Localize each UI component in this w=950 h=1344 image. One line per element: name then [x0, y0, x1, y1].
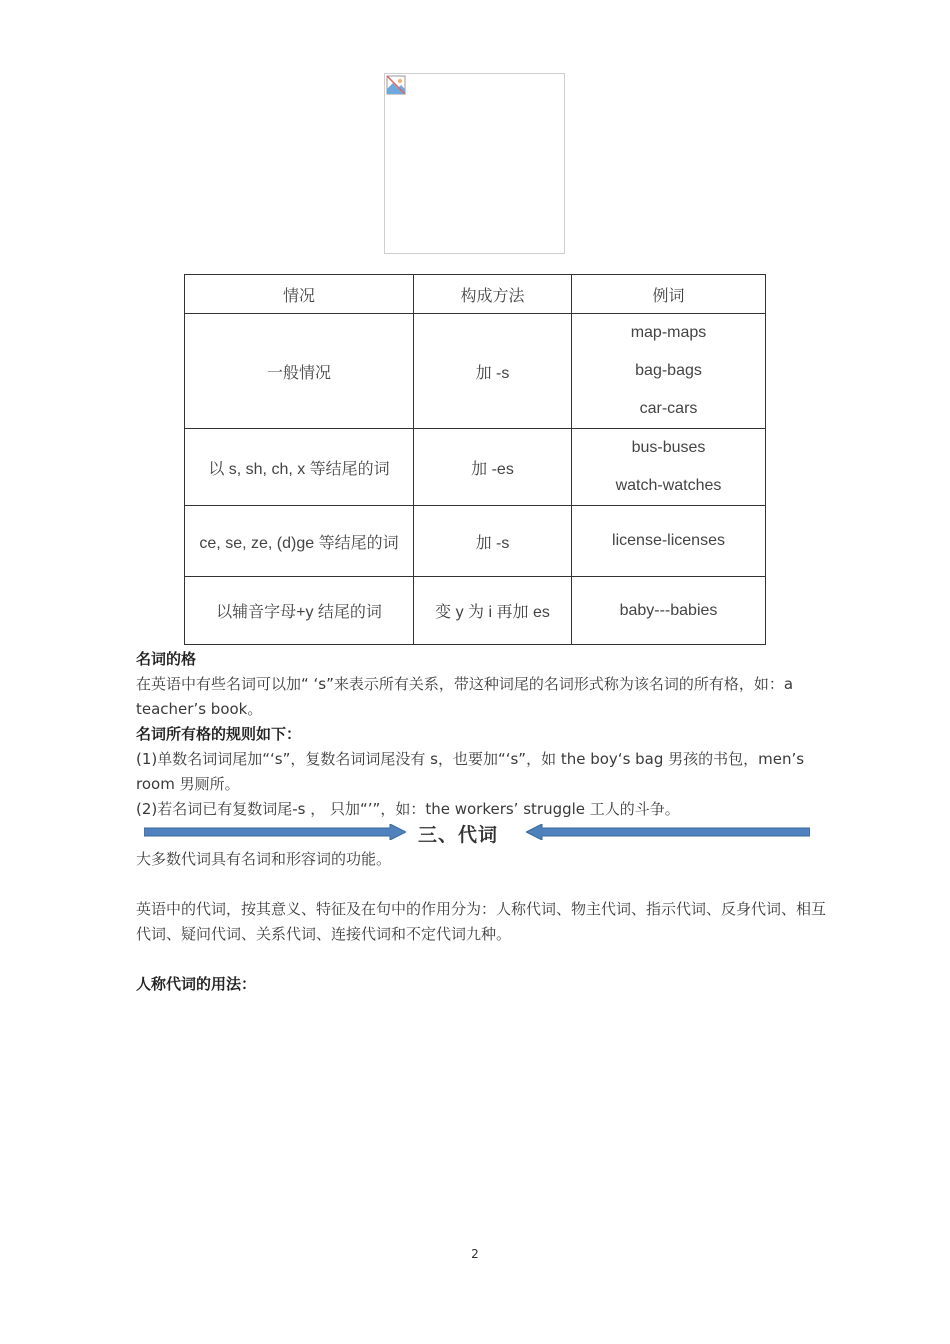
header-situation: 情况: [185, 275, 414, 314]
cell-examples: [572, 314, 766, 429]
left-arrow-icon: [526, 824, 810, 840]
example-word: map-maps: [630, 324, 707, 341]
cell-examples: license-licenses: [572, 506, 766, 577]
cell-situation: 一般情况: [185, 314, 414, 429]
cell-situation: ce, se, ze, (d)ge 等结尾的词: [185, 506, 414, 577]
header-examples: 例词: [572, 275, 766, 314]
example-word: bus-buses: [631, 439, 706, 456]
cell-method: 加 -s: [414, 314, 572, 429]
table-row: [185, 429, 766, 506]
broken-image-icon: [386, 75, 406, 95]
pronoun-para-2: 英语中的代词，按其意义、特征及在句中的作用分为：人称代词、物主代词、指示代词、反身代词、相互代词、疑问代词、关系代词、连接代词和不定代词九种。: [136, 900, 827, 943]
example-word: bag-bags: [635, 362, 702, 379]
table-row: [185, 314, 766, 429]
example-word: watch-watches: [615, 477, 722, 494]
possessive-heading: 名词的格: [136, 650, 197, 668]
cell-examples: [572, 429, 766, 506]
plural-rules-table: [184, 274, 766, 645]
example-word: car-cars: [639, 400, 698, 417]
cell-situation: 以辅音字母+y 结尾的词: [185, 577, 414, 645]
right-arrow-icon: [144, 824, 406, 840]
page-number: 2: [471, 1247, 479, 1261]
cell-examples: baby---babies: [572, 577, 766, 645]
cell-method: 变 y 为 i 再加 es: [414, 577, 572, 645]
possessive-intro: 在英语中有些名词可以加“ ‘s”来表示所有关系，带这种词尾的名词形式称为该名词的所有格，如：a teacher’s book。: [136, 675, 794, 718]
possessive-rule-1: (1)单数名词词尾加“‘s”，复数名词词尾没有 s，也要加“‘s”，如 the boy‘s bag 男孩的书包，men’s room 男厕所。: [136, 750, 805, 793]
cell-method: 加 -s: [414, 506, 572, 577]
cell-situation: 以 s, sh, ch, x 等结尾的词: [185, 429, 414, 506]
section-title-pronoun: 三、代词: [418, 824, 499, 846]
pronoun-para-1: 大多数代词具有名词和形容词的功能。: [136, 850, 392, 868]
table-row: [185, 577, 766, 645]
cell-method: 加 -es: [414, 429, 572, 506]
image-placeholder: [384, 73, 565, 254]
possessive-rules-heading: 名词所有格的规则如下：: [136, 725, 302, 743]
personal-pronoun-heading: 人称代词的用法：: [136, 975, 257, 993]
possessive-rule-2: (2)若名词已有复数词尾-s ， 只加“’”，如：the workers’ struggle 工人的斗争。: [136, 800, 680, 818]
table-header-row: [185, 275, 766, 314]
table-row: [185, 506, 766, 577]
header-method: 构成方法: [414, 275, 572, 314]
